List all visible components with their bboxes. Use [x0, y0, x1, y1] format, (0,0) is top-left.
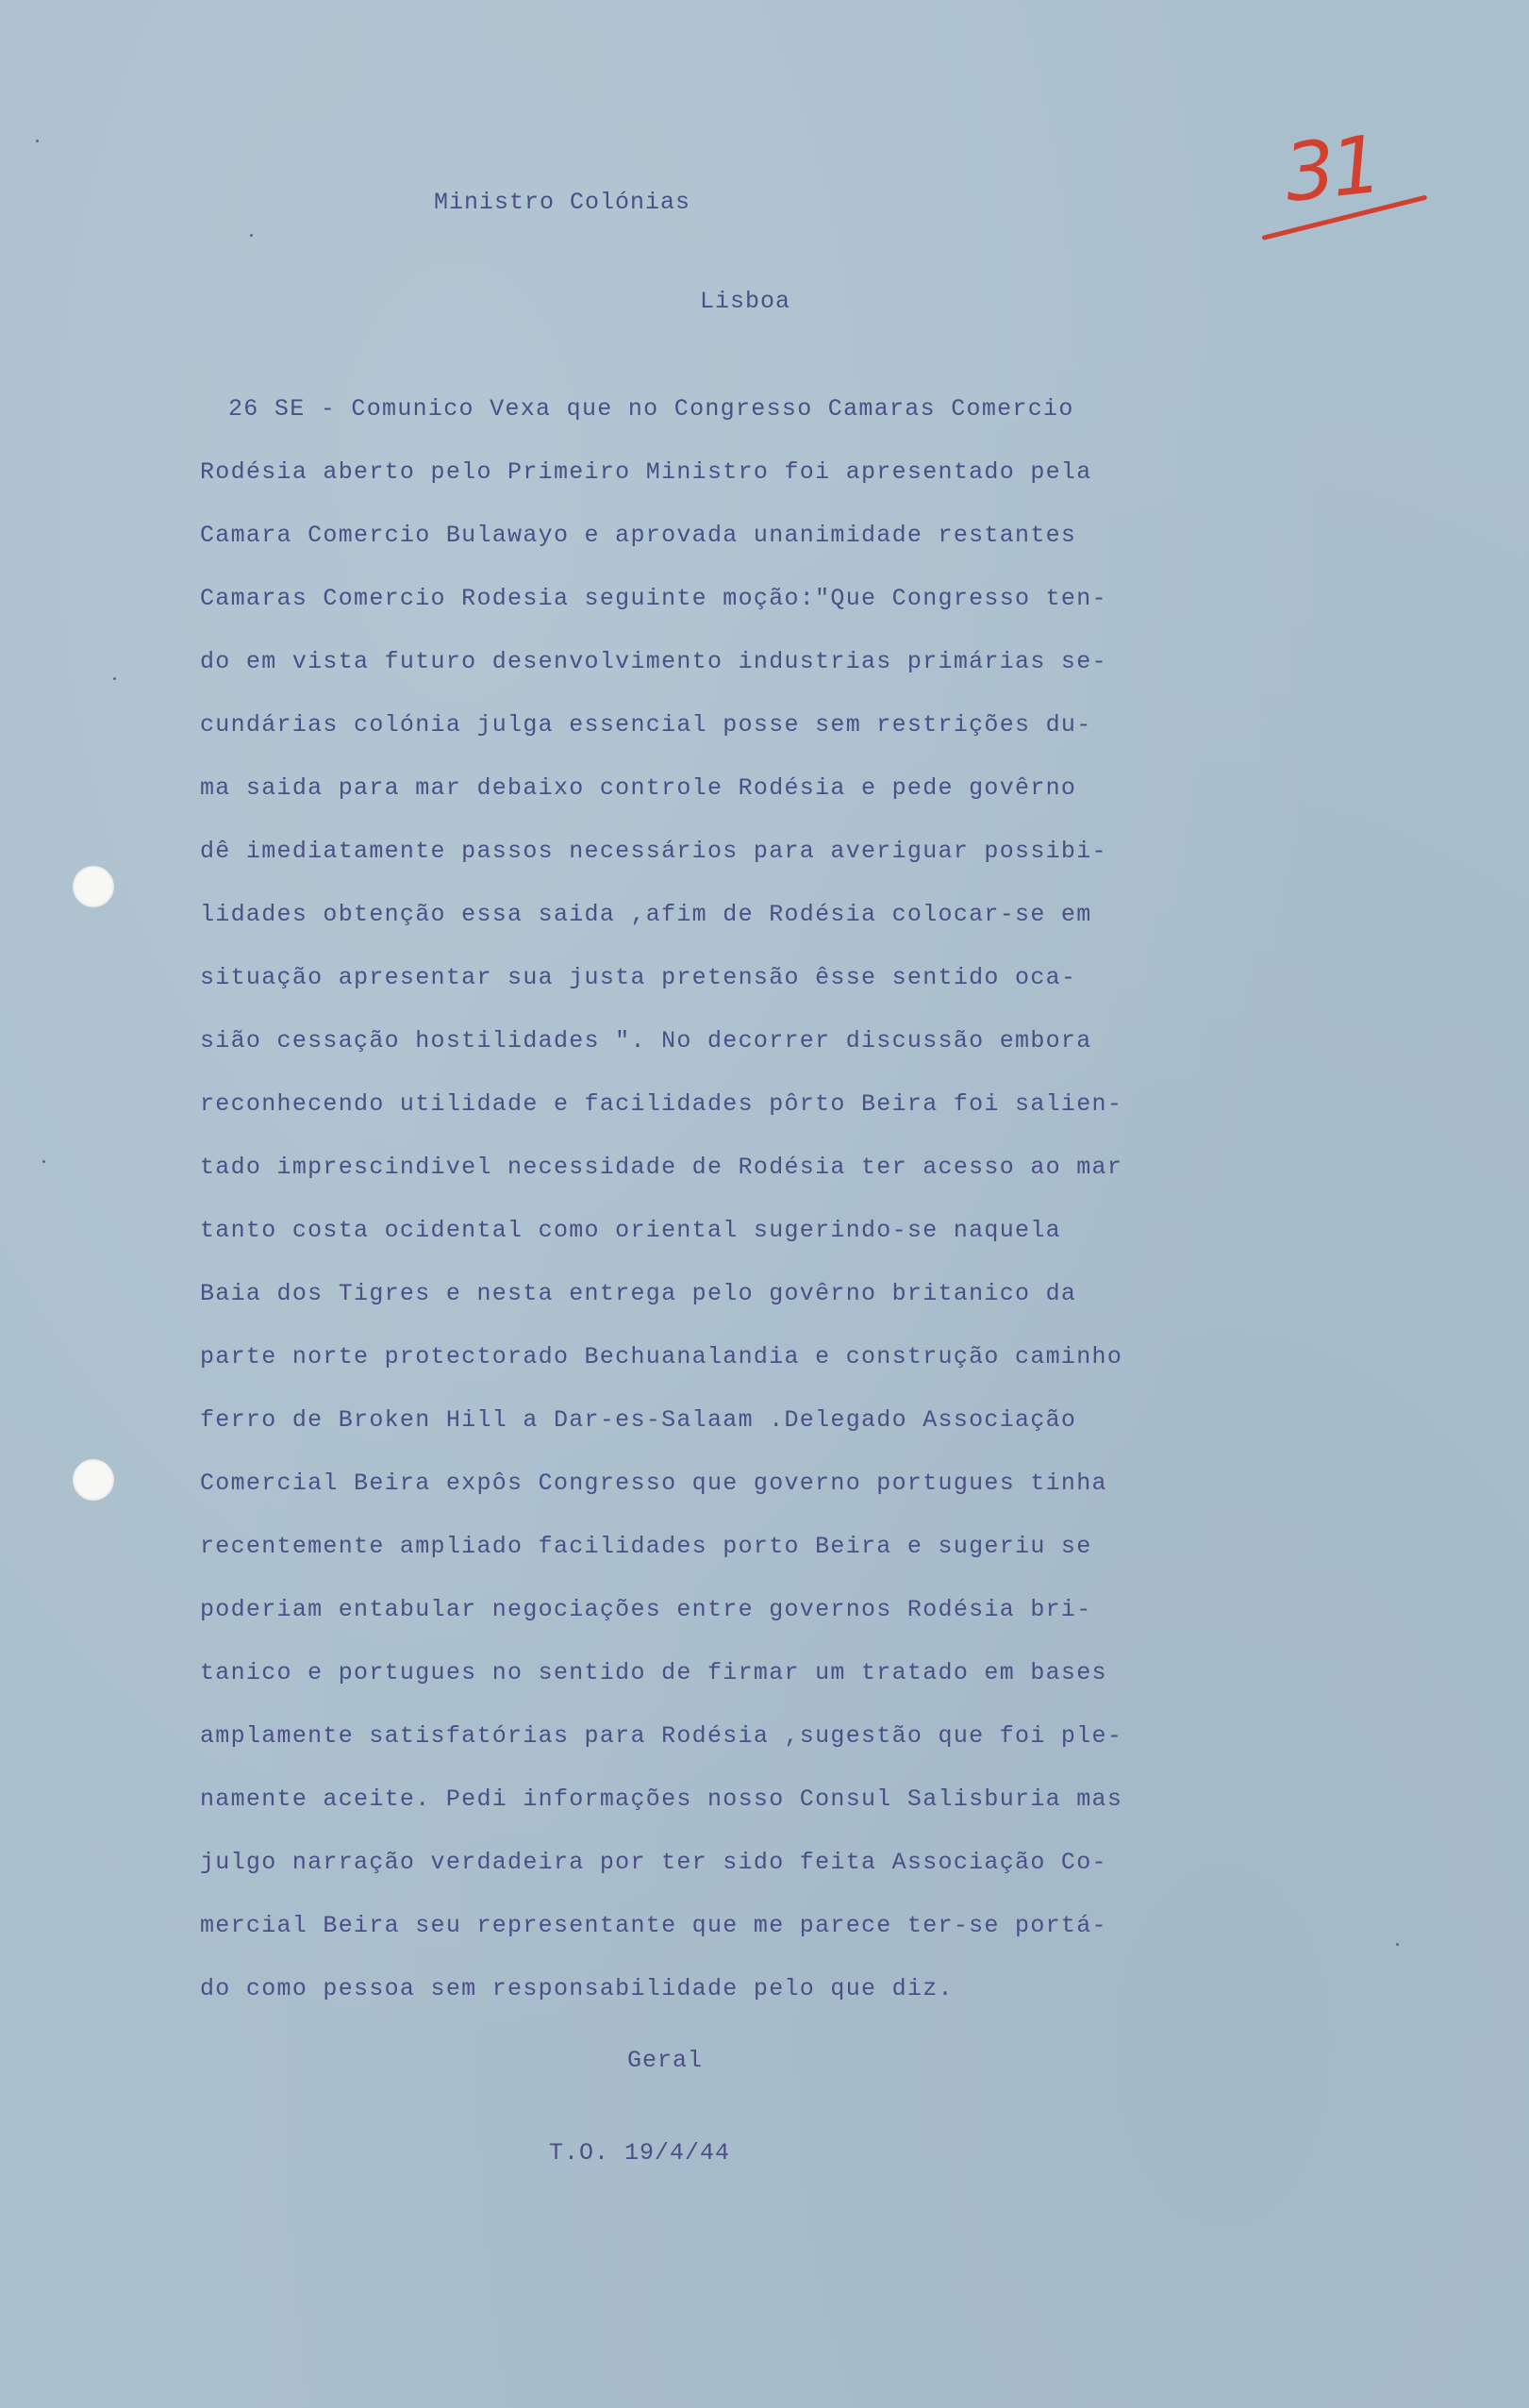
body-line: dê imediatamente passos necessários para averiguar possibi-: [200, 838, 1107, 865]
body-line: tado imprescindivel necessidade de Rodésia ter acesso ao mar: [200, 1154, 1123, 1181]
city: Lisboa: [700, 288, 791, 315]
punch-hole: [73, 866, 114, 907]
paper-speck: [36, 140, 39, 142]
body-line: sião cessação hostilidades ". No decorrer discussão embora: [200, 1027, 1092, 1055]
body-line: recentemente ampliado facilidades porto Beira e sugeriu se: [200, 1533, 1092, 1560]
paper-speck: [250, 234, 253, 237]
paper-speck: [113, 677, 116, 680]
paper-speck: [1396, 1943, 1399, 1946]
body-line: ma saida para mar debaixo controle Rodésia e pede govêrno: [200, 774, 1077, 802]
body-line: Camaras Comercio Rodesia seguinte moção:"Que Congresso ten-: [200, 585, 1107, 612]
body-line: reconhecendo utilidade e facilidades pôrto Beira foi salien-: [200, 1090, 1123, 1118]
telegram-body: [200, 377, 1122, 2020]
body-line: Baia dos Tigres e nesta entrega pelo govêrno britanico da: [200, 1280, 1077, 1307]
body-line: 26 SE - Comunico Vexa que no Congresso Camaras Comercio: [228, 395, 1074, 423]
body-line: ferro de Broken Hill a Dar-es-Salaam .Delegado Associação: [200, 1406, 1077, 1434]
body-line: mercial Beira seu representante que me parece ter-se portá-: [200, 1912, 1107, 1939]
body-line: cundárias colónia julga essencial posse sem restrições du-: [200, 711, 1092, 739]
body-line: Camara Comercio Bulawayo e aprovada unanimidade restantes: [200, 522, 1077, 549]
telegram-reference: T.O. 19/4/44: [549, 2139, 731, 2167]
addressee: Ministro Colónias: [434, 189, 691, 216]
body-line: tanto costa ocidental como oriental sugerindo-se naquela: [200, 1217, 1061, 1244]
body-line: tanico e portugues no sentido de firmar um tratado em bases: [200, 1659, 1107, 1686]
punch-hole: [73, 1459, 114, 1501]
body-line: poderiam entabular negociações entre governos Rodésia bri-: [200, 1596, 1092, 1623]
body-line: do como pessoa sem responsabilidade pelo que diz.: [200, 1975, 954, 2002]
body-line: julgo narração verdadeira por ter sido feita Associação Co-: [200, 1849, 1107, 1876]
body-line: Comercial Beira expôs Congresso que governo portugues tinha: [200, 1470, 1107, 1497]
paper-speck: [42, 1160, 45, 1163]
body-line: namente aceite. Pedi informações nosso Consul Salisburia mas: [200, 1785, 1123, 1813]
body-line: do em vista futuro desenvolvimento industrias primárias se-: [200, 648, 1107, 675]
body-line: parte norte protectorado Bechuanalandia e construção caminho: [200, 1343, 1123, 1370]
body-line: Rodésia aberto pelo Primeiro Ministro foi apresentado pela: [200, 458, 1092, 486]
body-line: situação apresentar sua justa pretensão êsse sentido oca-: [200, 964, 1077, 991]
body-line: amplamente satisfatórias para Rodésia ,sugestão que foi ple-: [200, 1722, 1123, 1750]
signature: Geral: [627, 2047, 704, 2074]
page-number-annotation: 31: [1280, 118, 1383, 220]
body-line: lidades obtenção essa saida ,afim de Rodésia colocar-se em: [200, 901, 1092, 928]
